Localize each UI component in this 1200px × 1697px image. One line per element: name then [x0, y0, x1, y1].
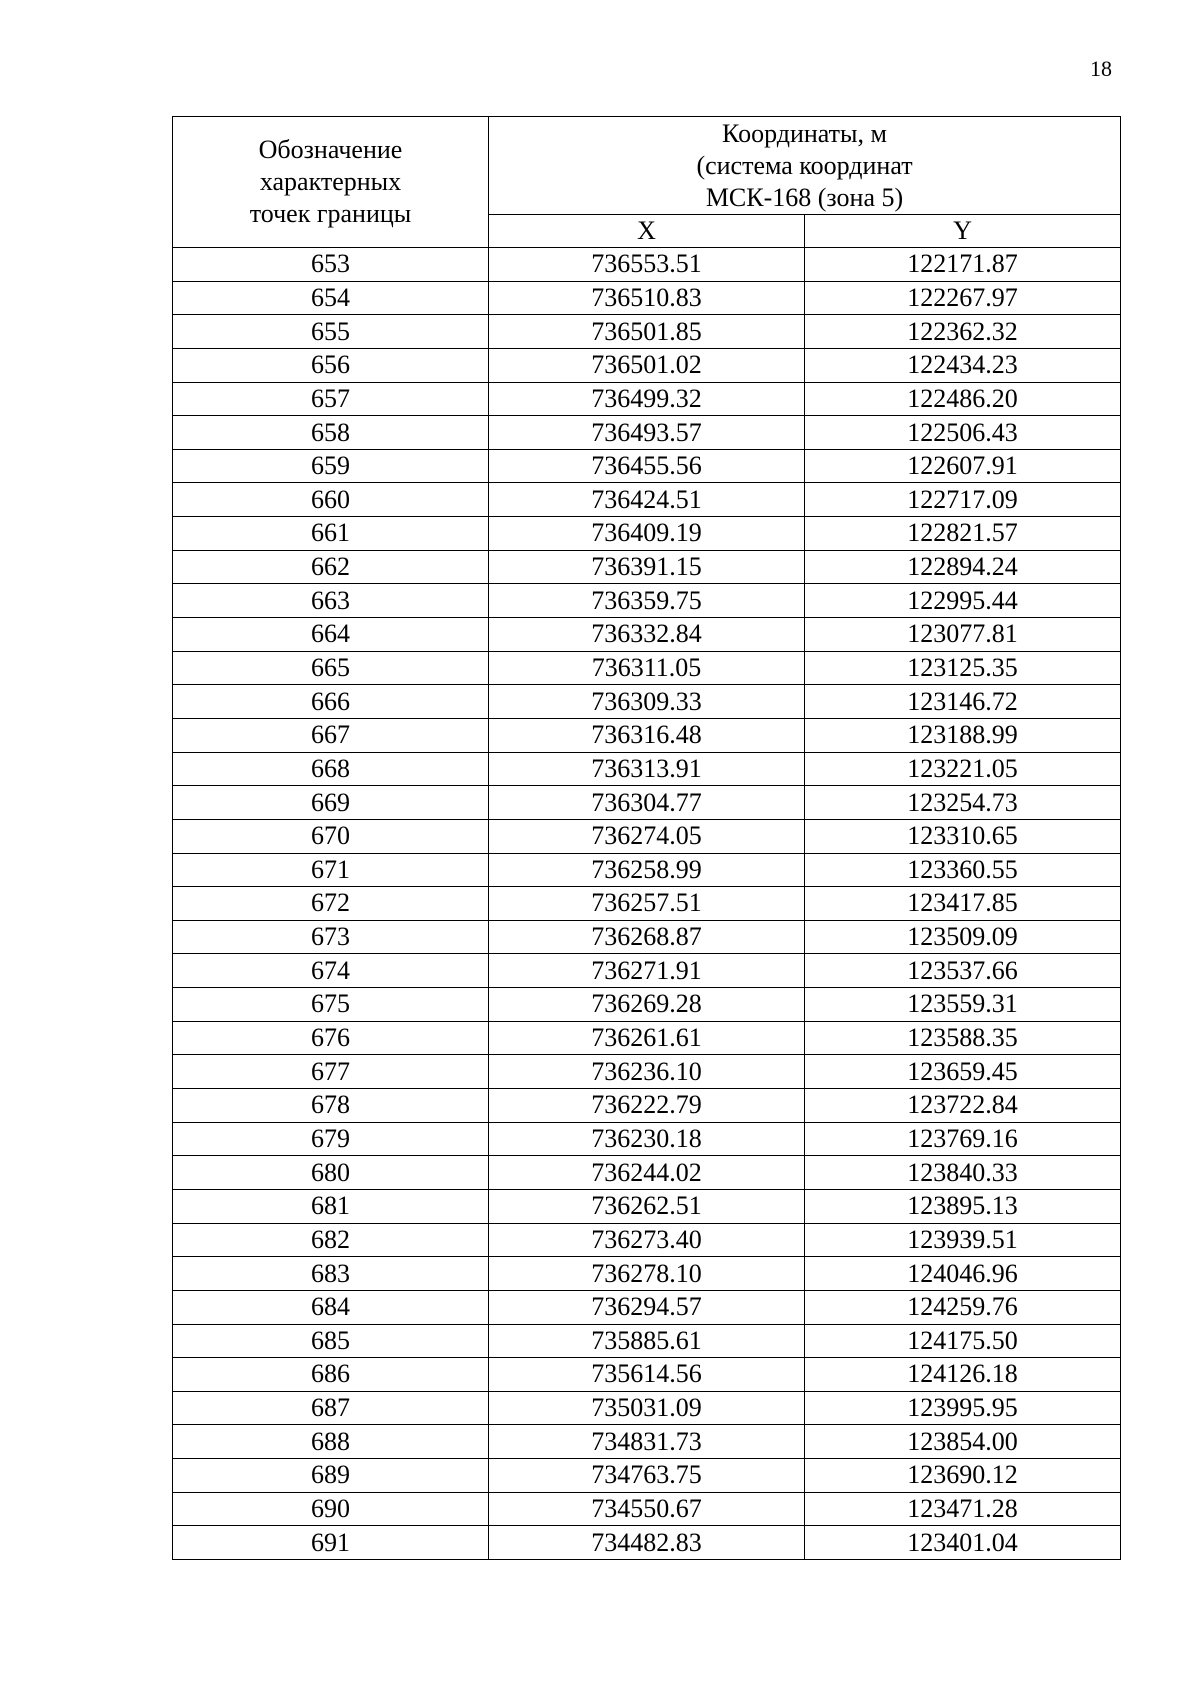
- table-row: [173, 1358, 1121, 1392]
- table-row: [173, 1391, 1121, 1425]
- table-row: [173, 988, 1121, 1022]
- cell-point: 671: [173, 853, 489, 887]
- cell-point: 670: [173, 819, 489, 853]
- cell-x: 735031.09: [489, 1391, 805, 1425]
- cell-y: 123360.55: [805, 853, 1121, 887]
- cell-y: 123125.35: [805, 651, 1121, 685]
- cell-x: 734831.73: [489, 1425, 805, 1459]
- cell-point: 675: [173, 988, 489, 1022]
- cell-point: 667: [173, 718, 489, 752]
- cell-y: 124046.96: [805, 1257, 1121, 1291]
- table-row: [173, 584, 1121, 618]
- cell-x: 736493.57: [489, 416, 805, 450]
- table-row: [173, 1189, 1121, 1223]
- cell-point: 657: [173, 382, 489, 416]
- cell-point: 690: [173, 1492, 489, 1526]
- cell-point: 683: [173, 1257, 489, 1291]
- cell-x: 736222.79: [489, 1089, 805, 1123]
- table-row: [173, 483, 1121, 517]
- cell-y: 122717.09: [805, 483, 1121, 517]
- table-row: [173, 517, 1121, 551]
- cell-point: 659: [173, 449, 489, 483]
- cell-x: 736553.51: [489, 248, 805, 282]
- cell-x: 736499.32: [489, 382, 805, 416]
- cell-point: 656: [173, 348, 489, 382]
- cell-point: 689: [173, 1459, 489, 1493]
- header-coordinates: [489, 117, 1121, 215]
- cell-x: 734482.83: [489, 1526, 805, 1560]
- cell-y: 124175.50: [805, 1324, 1121, 1358]
- cell-x: 736244.02: [489, 1156, 805, 1190]
- cell-x: 736391.15: [489, 550, 805, 584]
- cell-y: 123077.81: [805, 618, 1121, 652]
- cell-y: 123995.95: [805, 1391, 1121, 1425]
- cell-y: 122506.43: [805, 416, 1121, 450]
- cell-point: 672: [173, 887, 489, 921]
- cell-point: 673: [173, 920, 489, 954]
- cell-x: 736258.99: [489, 853, 805, 887]
- header-point-line: характерных: [259, 167, 402, 196]
- cell-y: 122995.44: [805, 584, 1121, 618]
- cell-y: 123659.45: [805, 1055, 1121, 1089]
- table-row: [173, 1425, 1121, 1459]
- table-row: [173, 1324, 1121, 1358]
- cell-y: 123939.51: [805, 1223, 1121, 1257]
- table-row: [173, 1223, 1121, 1257]
- cell-y: 122821.57: [805, 517, 1121, 551]
- cell-point: 653: [173, 248, 489, 282]
- table-row: [173, 1055, 1121, 1089]
- cell-y: 122607.91: [805, 449, 1121, 483]
- table-row: [173, 1459, 1121, 1493]
- cell-y: 123471.28: [805, 1492, 1121, 1526]
- cell-y: 123895.13: [805, 1189, 1121, 1223]
- cell-y: 123188.99: [805, 718, 1121, 752]
- table-row: [173, 1156, 1121, 1190]
- cell-y: 123221.05: [805, 752, 1121, 786]
- cell-x: 736455.56: [489, 449, 805, 483]
- cell-x: 736309.33: [489, 685, 805, 719]
- table-row: [173, 887, 1121, 921]
- table-row: [173, 382, 1121, 416]
- cell-x: 735885.61: [489, 1324, 805, 1358]
- cell-x: 736261.61: [489, 1021, 805, 1055]
- cell-point: 654: [173, 281, 489, 315]
- cell-point: 679: [173, 1122, 489, 1156]
- table-row: [173, 348, 1121, 382]
- cell-x: 736278.10: [489, 1257, 805, 1291]
- cell-x: 736230.18: [489, 1122, 805, 1156]
- cell-x: 736273.40: [489, 1223, 805, 1257]
- cell-point: 682: [173, 1223, 489, 1257]
- cell-point: 680: [173, 1156, 489, 1190]
- cell-x: 736316.48: [489, 718, 805, 752]
- cell-y: 122894.24: [805, 550, 1121, 584]
- cell-x: 736262.51: [489, 1189, 805, 1223]
- table-row: [173, 1122, 1121, 1156]
- table-row: [173, 1492, 1121, 1526]
- table-row: [173, 1089, 1121, 1123]
- table-row: [173, 853, 1121, 887]
- cell-y: 124126.18: [805, 1358, 1121, 1392]
- cell-point: 669: [173, 786, 489, 820]
- header-coords-line: (система координат: [696, 150, 913, 180]
- cell-y: 122171.87: [805, 248, 1121, 282]
- cell-x: 736359.75: [489, 584, 805, 618]
- cell-y: 123417.85: [805, 887, 1121, 921]
- cell-y: 123722.84: [805, 1089, 1121, 1123]
- page-number: 18: [1090, 56, 1112, 81]
- cell-y: 123690.12: [805, 1459, 1121, 1493]
- header-coords-line: Координаты, м: [722, 118, 887, 148]
- cell-y: 123509.09: [805, 920, 1121, 954]
- table-row: [173, 315, 1121, 349]
- cell-point: 663: [173, 584, 489, 618]
- cell-y: 123401.04: [805, 1526, 1121, 1560]
- cell-point: 688: [173, 1425, 489, 1459]
- cell-x: 736311.05: [489, 651, 805, 685]
- table-row: [173, 752, 1121, 786]
- cell-x: 735614.56: [489, 1358, 805, 1392]
- cell-point: 664: [173, 618, 489, 652]
- cell-y: 123588.35: [805, 1021, 1121, 1055]
- table-row: [173, 248, 1121, 282]
- cell-x: 736409.19: [489, 517, 805, 551]
- cell-y: 123559.31: [805, 988, 1121, 1022]
- cell-point: 674: [173, 954, 489, 988]
- header-point-designation: [173, 117, 489, 248]
- cell-point: 676: [173, 1021, 489, 1055]
- table-row: [173, 550, 1121, 584]
- cell-x: 736274.05: [489, 819, 805, 853]
- table-header: [173, 117, 1121, 248]
- cell-y: 123840.33: [805, 1156, 1121, 1190]
- table-row: [173, 1257, 1121, 1291]
- cell-point: 655: [173, 315, 489, 349]
- header-point-line: Обозначение: [258, 135, 403, 164]
- table-row: [173, 718, 1121, 752]
- cell-y: 123854.00: [805, 1425, 1121, 1459]
- boundary-coordinates-table: [172, 116, 1121, 1560]
- table-row: [173, 651, 1121, 685]
- cell-point: 677: [173, 1055, 489, 1089]
- cell-x: 736501.85: [489, 315, 805, 349]
- cell-x: 736332.84: [489, 618, 805, 652]
- cell-x: 736294.57: [489, 1290, 805, 1324]
- table-row: [173, 1290, 1121, 1324]
- cell-point: 686: [173, 1358, 489, 1392]
- table-row: [173, 1021, 1121, 1055]
- cell-x: 736313.91: [489, 752, 805, 786]
- cell-y: 123254.73: [805, 786, 1121, 820]
- cell-y: 122486.20: [805, 382, 1121, 416]
- cell-y: 122362.32: [805, 315, 1121, 349]
- cell-point: 684: [173, 1290, 489, 1324]
- table-row: [173, 416, 1121, 450]
- cell-y: 123310.65: [805, 819, 1121, 853]
- cell-point: 661: [173, 517, 489, 551]
- cell-x: 736510.83: [489, 281, 805, 315]
- cell-y: 122267.97: [805, 281, 1121, 315]
- cell-x: 736257.51: [489, 887, 805, 921]
- table-row: [173, 281, 1121, 315]
- cell-x: 736271.91: [489, 954, 805, 988]
- cell-point: 681: [173, 1189, 489, 1223]
- cell-point: 691: [173, 1526, 489, 1560]
- cell-point: 662: [173, 550, 489, 584]
- header-coords-line: МСК-168 (зона 5): [705, 182, 904, 212]
- cell-point: 687: [173, 1391, 489, 1425]
- cell-point: 665: [173, 651, 489, 685]
- cell-x: 736424.51: [489, 483, 805, 517]
- cell-point: 658: [173, 416, 489, 450]
- table-row: [173, 449, 1121, 483]
- table-row: [173, 685, 1121, 719]
- header-point-line: точек границы: [249, 199, 412, 228]
- table-body: [173, 248, 1121, 1560]
- cell-y: 123146.72: [805, 685, 1121, 719]
- table-row: [173, 786, 1121, 820]
- cell-x: 736501.02: [489, 348, 805, 382]
- cell-y: 122434.23: [805, 348, 1121, 382]
- cell-y: 123769.16: [805, 1122, 1121, 1156]
- cell-x: 736269.28: [489, 988, 805, 1022]
- table-row: [173, 920, 1121, 954]
- cell-point: 666: [173, 685, 489, 719]
- cell-x: 736236.10: [489, 1055, 805, 1089]
- header-y: Y: [805, 215, 1121, 248]
- cell-point: 678: [173, 1089, 489, 1123]
- cell-y: 124259.76: [805, 1290, 1121, 1324]
- cell-y: 123537.66: [805, 954, 1121, 988]
- table-row: [173, 819, 1121, 853]
- cell-point: 660: [173, 483, 489, 517]
- cell-point: 668: [173, 752, 489, 786]
- cell-point: 685: [173, 1324, 489, 1358]
- header-x: X: [489, 215, 805, 248]
- cell-x: 736268.87: [489, 920, 805, 954]
- cell-x: 736304.77: [489, 786, 805, 820]
- cell-x: 734550.67: [489, 1492, 805, 1526]
- cell-x: 734763.75: [489, 1459, 805, 1493]
- table-row: [173, 618, 1121, 652]
- table-row: [173, 1526, 1121, 1560]
- table-row: [173, 954, 1121, 988]
